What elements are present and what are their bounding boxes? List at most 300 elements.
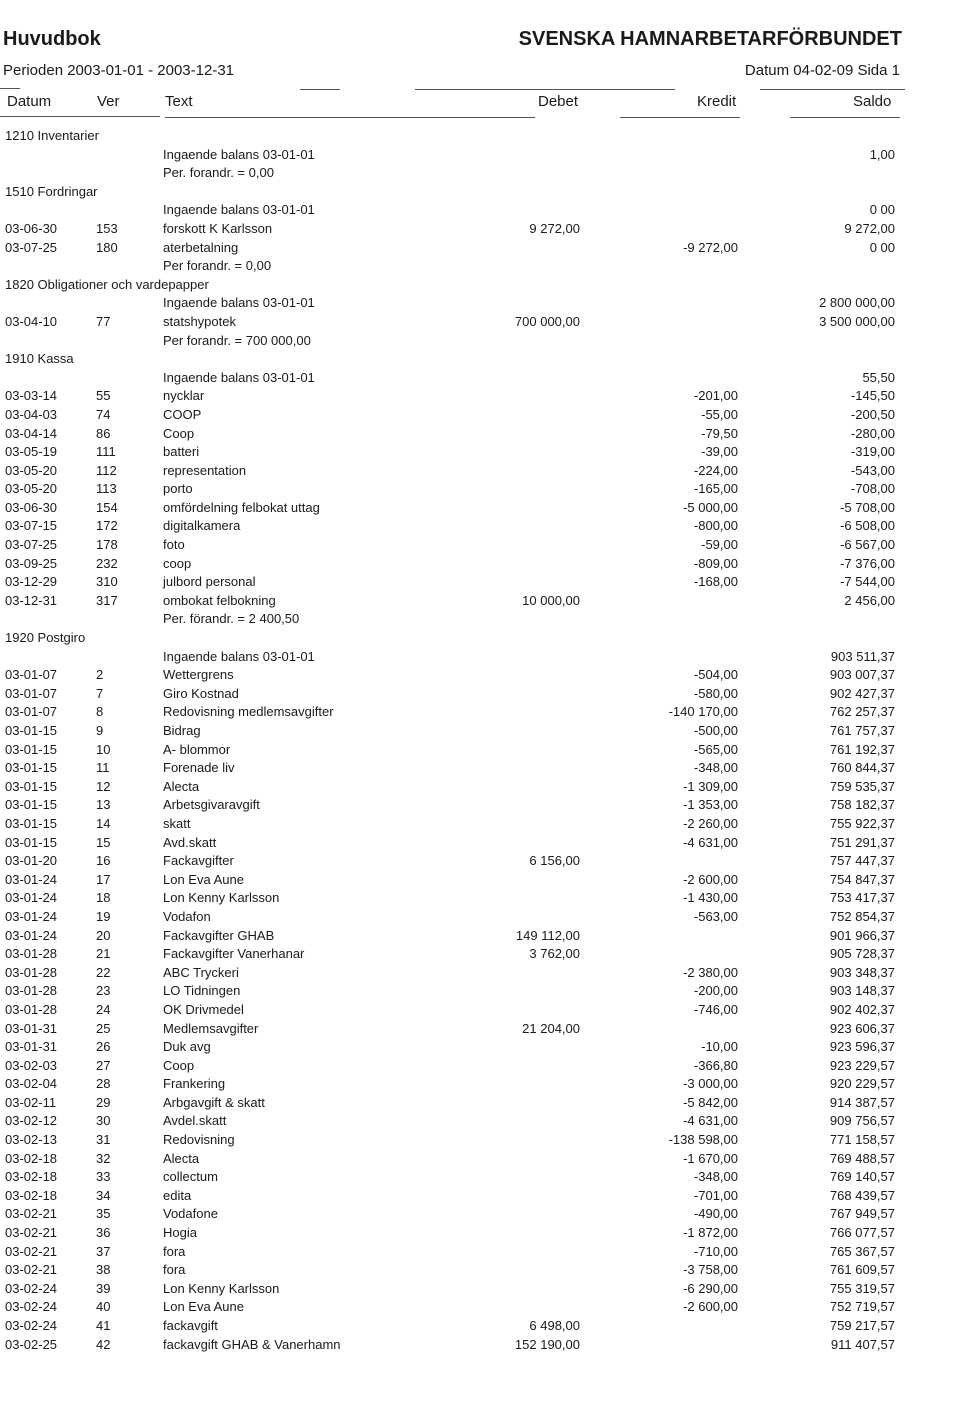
entry-date: 03-02-24 [5,1318,58,1333]
entry-text: Vodafon [163,908,211,924]
entry-saldo: -7 376,00 [840,555,895,571]
entry-text: Per forandr. = 0,00 [163,258,272,274]
entry-ver: 29 [96,1094,111,1110]
ledger-row [0,499,960,518]
entry-ver: 32 [96,1150,111,1166]
entry-ver: 30 [96,1113,111,1129]
entry-text: forskott K Karlsson [163,220,273,236]
ledger-row [0,1112,960,1131]
column-header-text: Text [165,93,193,110]
entry-saldo: 759 535,37 [829,778,895,794]
entry-kredit: -490,00 [693,1206,738,1222]
entry-saldo: -5 708,00 [840,499,895,515]
entry-kredit: -200,00 [693,983,738,999]
ledger-row [0,1020,960,1039]
entry-saldo: -200,50 [850,406,895,422]
entry-ver: 36 [96,1225,111,1241]
ledger-row [0,257,960,276]
entry-ver: 12 [96,778,111,794]
entry-kredit: -504,00 [693,667,738,683]
entry-saldo: -543,00 [850,462,895,478]
column-header-saldo: Saldo [853,93,892,110]
entry-text: nycklar [163,388,205,404]
ledger-row [0,1261,960,1280]
entry-ver: 38 [96,1262,111,1278]
entry-date: 03-01-15 [5,778,58,794]
entry-debet: 152 190,00 [514,1336,580,1352]
entry-text: julbord personal [163,574,256,590]
entry-kredit: -580,00 [693,685,738,701]
entry-date: 03-04-14 [5,425,58,441]
entry-ver: 10 [96,741,111,757]
entry-date: 03-07-25 [5,537,58,553]
entry-ver: 40 [96,1299,111,1315]
entry-ver: 42 [96,1336,111,1352]
ledger-row [0,759,960,778]
entry-text: Per. förandr. = 2 400,50 [163,611,300,627]
column-rule-kredit [620,117,740,118]
entry-saldo: 905 728,37 [829,946,895,962]
ledger-row [0,220,960,239]
ledger-row [0,332,960,351]
report-period: Perioden 2003-01-01 - 2003-12-31 [3,62,234,79]
entry-saldo: -708,00 [850,481,895,497]
entry-text: Per. forandr. = 0,00 [163,165,274,181]
column-header-debet: Debet [538,93,579,110]
entry-text: collectum [163,1169,218,1185]
entry-date: 03-02-04 [5,1076,58,1092]
entry-debet: 6 156,00 [529,853,580,869]
entry-kredit: -5 000,00 [683,499,738,515]
entry-kredit: -201,00 [693,388,738,404]
entry-saldo: 761 757,37 [829,723,895,738]
entry-text: A- blommor [163,741,231,757]
entry-saldo: 755 922,37 [829,815,895,831]
ledger-row [0,834,960,853]
entry-kredit: -4 631,00 [683,834,738,850]
entry-date: 03-02-25 [5,1336,58,1352]
header-rule-center [415,89,675,90]
entry-ver: 113 [96,481,117,497]
entry-text: Arbgavgift & skatt [163,1094,265,1110]
ledger-row [0,908,960,927]
entry-date: 03-01-15 [5,797,58,813]
ledger-row [0,239,960,258]
entry-kredit: -565,00 [693,741,738,757]
entry-text: Fackavgifter Vanerhanar [163,946,305,962]
account-heading [0,276,960,295]
entry-kredit: -710,00 [693,1243,738,1259]
entry-date: 03-01-24 [5,871,58,887]
entry-ver: 2 [96,667,104,683]
entry-saldo: 903 007,37 [829,667,895,683]
entry-kredit: -2 600,00 [683,1299,738,1315]
entry-saldo: -6 508,00 [840,518,895,534]
entry-kredit: -140 170,00 [668,704,738,720]
entry-text: Redovisning medlemsavgifter [163,704,334,720]
ledger-row [0,1317,960,1336]
entry-ver: 35 [96,1206,111,1222]
ledger-row [0,1094,960,1113]
entry-date: 03-05-19 [5,444,58,460]
ledger-row [0,462,960,481]
entry-saldo: 909 756,57 [829,1113,895,1129]
column-rule-text [165,117,535,118]
ledger-row [0,1336,960,1355]
entry-saldo: 765 367,57 [829,1243,895,1259]
entry-saldo: 911 407,57 [830,1336,895,1352]
entry-date: 03-01-15 [5,723,58,738]
entry-kredit: -348,00 [693,1169,738,1185]
entry-kredit: -39,00 [701,444,738,460]
entry-saldo: 914 387,57 [829,1094,895,1110]
entry-kredit: -9 272,00 [683,239,738,255]
entry-saldo: 0 00 [869,202,895,218]
entry-kredit: -59,00 [701,537,738,553]
entry-date: 03-12-29 [5,574,58,590]
entry-ver: 25 [96,1020,111,1036]
entry-text: Ingaende balans 03-01-01 [163,648,315,664]
entry-date: 03-02-24 [5,1280,58,1296]
entry-ver: 178 [96,537,118,553]
account-name: 1910 Kassa [5,351,74,367]
entry-saldo: 903 511,37 [830,648,895,664]
entry-ver: 11 [96,760,110,776]
entry-kredit: -3 000,00 [683,1076,738,1092]
entry-saldo: 55,50 [862,369,895,385]
ledger-row [0,1243,960,1262]
entry-date: 03-01-07 [5,667,58,683]
entry-saldo: 758 182,37 [829,797,895,813]
entry-date: 03-01-31 [5,1020,58,1036]
account-heading [0,350,960,369]
entry-saldo: 9 272,00 [844,220,895,236]
entry-ver: 26 [96,1039,111,1055]
ledger-row [0,796,960,815]
entry-text: statshypotek [163,313,236,329]
entry-ver: 7 [96,685,104,701]
entry-date: 03-02-18 [5,1150,58,1166]
entry-ver: 41 [96,1318,111,1333]
entry-saldo: 753 417,37 [829,890,895,906]
entry-debet: 21 204,00 [522,1020,580,1036]
entry-saldo: 923 229,57 [829,1057,895,1073]
entry-saldo: 920 229,57 [829,1076,895,1092]
entry-ver: 180 [96,239,118,255]
entry-text: Vodafone [163,1206,218,1222]
entry-saldo: 769 140,57 [829,1169,895,1185]
entry-text: Coop [163,1057,195,1073]
entry-ver: 16 [96,853,111,869]
ledger-row [0,387,960,406]
ledger-row [0,1205,960,1224]
entry-date: 03-01-28 [5,964,58,980]
entry-kredit: -10,00 [701,1039,738,1055]
ledger-row [0,741,960,760]
entry-kredit: -55,00 [701,406,738,422]
entry-kredit: -2 600,00 [683,871,738,887]
entry-text: Avd.skatt [163,834,217,850]
header-rule-left [0,88,20,89]
ledger-row [0,1298,960,1317]
entry-text: Ingaende balans 03-01-01 [163,146,315,162]
entry-kredit: -701,00 [693,1187,738,1203]
entry-saldo: 923 596,37 [829,1039,895,1055]
entry-ver: 34 [96,1187,111,1203]
entry-text: Fackavgifter [163,853,234,869]
entry-kredit: -165,00 [693,481,738,497]
entry-saldo: -6 567,00 [840,537,895,553]
entry-saldo: 902 402,37 [829,1001,895,1017]
entry-text: Per forandr. = 700 000,00 [163,332,311,348]
entry-text: edita [163,1187,192,1203]
ledger-row [0,1150,960,1169]
entry-date: 03-01-20 [5,853,58,869]
ledger-row [0,517,960,536]
entry-ver: 23 [96,983,111,999]
header-rule-mid [300,89,340,90]
ledger-row [0,927,960,946]
entry-text: foto [163,537,185,553]
entry-text: Hogia [163,1225,197,1241]
entry-text: Alecta [163,778,200,794]
entry-text: fora [163,1262,186,1278]
entry-saldo: 902 427,37 [829,685,895,701]
ledger-row [0,871,960,890]
entry-date: 03-02-18 [5,1169,58,1185]
entry-text: representation [163,462,247,478]
entry-date: 03-02-21 [5,1225,58,1241]
entry-date: 03-02-18 [5,1187,58,1203]
ledger-row [0,480,960,499]
entry-date: 03-04-10 [5,313,58,329]
ledger-row [0,573,960,592]
entry-date: 03-01-28 [5,1001,58,1017]
entry-kredit: -4 631,00 [683,1113,738,1129]
entry-ver: 154 [96,499,118,515]
ledger-row [0,1131,960,1150]
entry-saldo: 752 719,57 [829,1299,895,1315]
entry-saldo: 903 148,37 [829,983,895,999]
entry-text: ABC Tryckeri [163,964,239,980]
entry-saldo: -7 544,00 [840,574,895,590]
report-title: Huvudbok [3,28,101,50]
entry-date: 03-01-15 [5,815,58,831]
ledger-row [0,1057,960,1076]
ledger-row [0,685,960,704]
entry-ver: 55 [96,388,111,404]
entry-text: OK Drivmedel [163,1001,244,1017]
entry-date: 03-07-15 [5,518,58,534]
entry-kredit: -2 260,00 [683,815,738,831]
account-heading [0,127,960,146]
entry-ver: 33 [96,1169,111,1185]
entry-text: Medlemsavgifter [163,1020,259,1036]
ledger-row [0,1187,960,1206]
entry-kredit: -800,00 [693,518,738,534]
entry-text: ombokat felbokning [163,592,276,608]
entry-date: 03-02-13 [5,1132,58,1148]
entry-text: Coop [163,425,195,441]
entry-date: 03-07-25 [5,239,58,255]
entry-saldo: 761 609,57 [829,1262,895,1278]
entry-text: omfördelning felbokat uttag [163,499,320,515]
entry-text: aterbetalning [163,239,239,255]
entry-saldo: 901 966,37 [829,927,895,943]
ledger-row [0,815,960,834]
entry-debet: 700 000,00 [514,313,580,329]
entry-date: 03-02-24 [5,1299,58,1315]
entry-date: 03-02-21 [5,1243,58,1259]
entry-kredit: -500,00 [693,723,738,738]
entry-kredit: -1 872,00 [683,1225,738,1241]
account-name: 1820 Obligationer och vardepapper [5,276,209,292]
entry-date: 03-03-14 [5,388,58,404]
entry-text: Lon Eva Aune [163,871,244,887]
entry-date: 03-02-03 [5,1057,58,1073]
entry-saldo: -145,50 [850,388,895,404]
entry-text: Lon Kenny Karlsson [163,890,280,906]
entry-debet: 6 498,00 [529,1318,580,1333]
entry-text: LO Tidningen [163,983,241,999]
entry-text: Ingaende balans 03-01-01 [163,369,315,385]
entry-text: batteri [163,444,200,460]
entry-ver: 37 [96,1243,111,1259]
entry-text: Wettergrens [163,667,234,683]
ledger-row [0,146,960,165]
ledger-row [0,964,960,983]
ledger-row [0,778,960,797]
report-date-page: Datum 04-02-09 Sida 1 [744,62,900,79]
entry-text: Ingaende balans 03-01-01 [163,202,315,218]
entry-kredit: -3 758,00 [683,1262,738,1278]
entry-saldo: 755 319,57 [829,1280,895,1296]
entry-ver: 112 [96,462,117,478]
entry-ver: 8 [96,704,104,720]
entry-kredit: -348,00 [693,760,738,776]
entry-kredit: -79,50 [701,425,738,441]
ledger-row [0,1280,960,1299]
entry-ver: 28 [96,1076,111,1092]
entry-ver: 9 [96,723,104,738]
ledger-row [0,536,960,555]
entry-saldo: 751 291,37 [829,834,895,850]
entry-kredit: -366,80 [693,1057,738,1073]
entry-ver: 15 [96,834,111,850]
entry-date: 03-01-07 [5,704,58,720]
account-name: 1210 Inventarier [5,128,99,143]
entry-saldo: 768 439,57 [829,1187,895,1203]
ledger-row [0,313,960,332]
entry-kredit: -1 309,00 [683,778,738,794]
entry-date: 03-06-30 [5,220,58,236]
column-header-ver: Ver [97,93,120,110]
entry-date: 03-02-12 [5,1113,58,1129]
entry-saldo: 923 606,37 [829,1020,895,1036]
ledger-row [0,592,960,611]
ledger-row [0,425,960,444]
entry-saldo: -319,00 [850,444,895,460]
ledger-rows [0,127,960,1354]
ledger-row [0,648,960,667]
entry-kredit: -1 430,00 [683,890,738,906]
entry-date: 03-05-20 [5,462,58,478]
entry-ver: 310 [96,574,118,590]
entry-ver: 13 [96,797,111,813]
entry-date: 03-01-15 [5,760,58,776]
account-name: 1920 Postgiro [5,630,86,646]
entry-saldo: 767 949,57 [829,1206,895,1222]
entry-saldo: 759 217,57 [829,1318,895,1333]
entry-kredit: -809,00 [693,555,738,571]
entry-saldo: 769 488,57 [829,1150,895,1166]
column-header-kredit: Kredit [697,93,737,110]
entry-date: 03-01-28 [5,946,58,962]
column-rule-left [0,116,160,117]
ledger-row [0,164,960,183]
entry-ver: 14 [96,815,111,831]
entry-ver: 172 [96,518,118,534]
ledger-row [0,722,960,741]
ledger-row [0,201,960,220]
entry-text: Giro Kostnad [163,685,239,701]
entry-saldo: 757 447,37 [829,853,895,869]
entry-ver: 18 [96,890,111,906]
ledger-row [0,1075,960,1094]
ledger-row [0,852,960,871]
entry-ver: 39 [96,1280,111,1296]
ledger-row [0,369,960,388]
header-rule-right [760,89,905,90]
ledger-row [0,703,960,722]
entry-text: Forenade liv [163,760,235,776]
entry-date: 03-05-20 [5,481,58,497]
entry-saldo: 2 456,00 [844,592,895,608]
entry-text: coop [163,555,192,571]
ledger-row [0,945,960,964]
entry-date: 03-01-24 [5,890,58,906]
entry-date: 03-01-15 [5,741,58,757]
account-heading [0,629,960,648]
entry-saldo: 752 854,37 [829,908,895,924]
entry-saldo: 760 844,37 [829,760,895,776]
column-header-date: Datum [7,93,52,110]
ledger-row [0,889,960,908]
ledger-row [0,406,960,425]
ledger-row [0,443,960,462]
ledger-row [0,666,960,685]
entry-debet: 149 112,00 [515,927,580,943]
entry-text: porto [163,481,193,497]
entry-saldo: 754 847,37 [829,871,895,887]
entry-saldo: -280,00 [850,425,895,441]
entry-text: Avdel.skatt [163,1113,227,1129]
entry-ver: 153 [96,220,118,236]
entry-text: Ingaende balans 03-01-01 [163,295,315,311]
entry-text: Lon Kenny Karlsson [163,1280,280,1296]
entry-ver: 21 [96,946,111,962]
entry-ver: 317 [96,592,118,608]
entry-ver: 24 [96,1001,111,1017]
entry-ver: 111 [96,444,116,460]
entry-ver: 22 [96,964,111,980]
entry-ver: 232 [96,555,118,571]
ledger-row [0,1001,960,1020]
entry-text: fackavgift [163,1318,218,1333]
entry-date: 03-01-15 [5,834,58,850]
entry-saldo: 1,00 [869,146,895,162]
entry-debet: 9 272,00 [529,220,580,236]
